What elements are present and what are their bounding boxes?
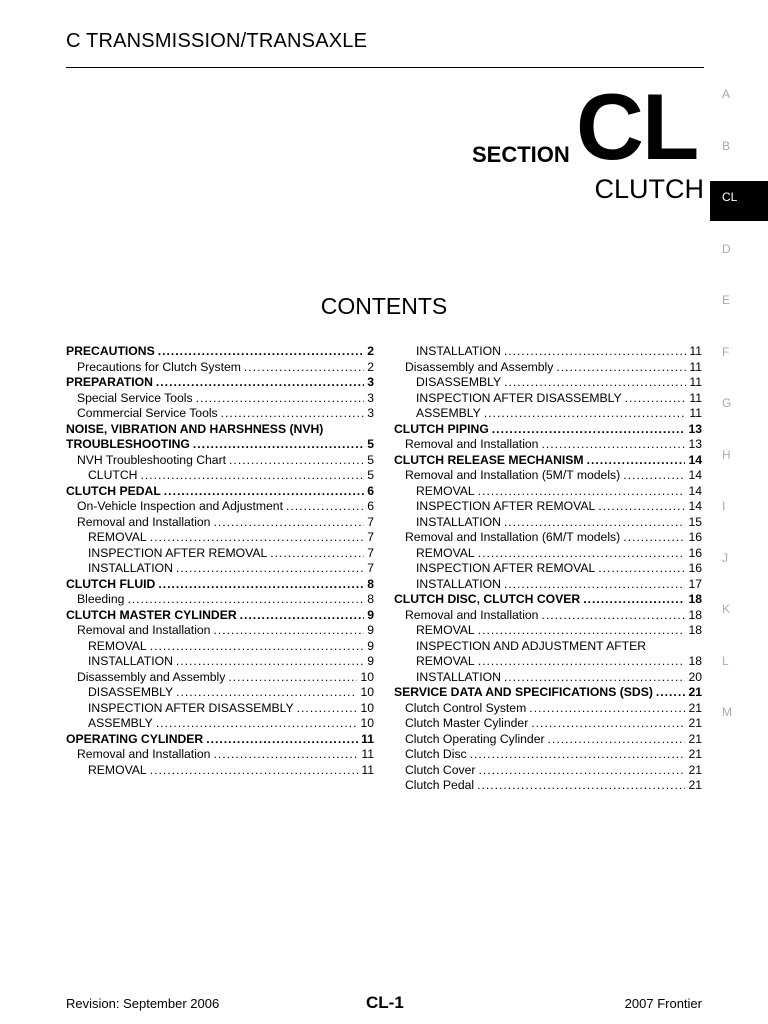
footer-model: 2007 Frontier bbox=[624, 996, 702, 1011]
toc-entry-label: CLUTCH MASTER CYLINDER bbox=[66, 607, 237, 622]
toc-entry[interactable] bbox=[66, 515, 374, 531]
toc-entry[interactable] bbox=[66, 453, 374, 469]
toc-leader-dots bbox=[221, 406, 365, 422]
toc-left-column bbox=[66, 344, 374, 778]
toc-leader-dots bbox=[297, 701, 358, 717]
toc-entry-label: Clutch Master Cylinder bbox=[405, 716, 529, 730]
section-tab-e[interactable]: E bbox=[722, 293, 731, 307]
toc-entry[interactable] bbox=[394, 406, 702, 422]
toc-entry-label: NVH Troubleshooting Chart bbox=[77, 452, 227, 467]
toc-leader-dots bbox=[478, 763, 685, 779]
toc-entry[interactable] bbox=[394, 484, 702, 500]
toc-entry[interactable] bbox=[394, 716, 702, 732]
toc-entry-label: Clutch Operating Cylinder bbox=[405, 731, 545, 746]
toc-entry-label: REMOVAL bbox=[88, 638, 147, 653]
toc-entry-label: Removal and Installation bbox=[77, 623, 211, 637]
toc-entry-label: Removal and Installation bbox=[405, 607, 539, 622]
toc-entry-page: 7 bbox=[367, 561, 374, 575]
toc-entry[interactable] bbox=[66, 375, 374, 391]
toc-leader-dots bbox=[150, 639, 365, 655]
toc-leader-dots bbox=[270, 546, 364, 562]
footer-page-number: CL-1 bbox=[366, 993, 404, 1012]
toc-entry[interactable] bbox=[66, 623, 374, 639]
toc-entry-page: 21 bbox=[688, 716, 702, 730]
toc-entry-page: 21 bbox=[688, 762, 702, 777]
toc-entry[interactable] bbox=[66, 391, 374, 407]
toc-entry-page: 11 bbox=[689, 375, 702, 389]
section-tab-l[interactable]: L bbox=[722, 653, 729, 668]
toc-entry-page: 11 bbox=[689, 406, 702, 420]
toc-entry[interactable] bbox=[66, 654, 374, 670]
toc-entry-page: 13 bbox=[688, 421, 702, 436]
toc-entry[interactable] bbox=[394, 561, 702, 577]
toc-leader-dots bbox=[156, 375, 364, 391]
toc-entry-label: INSTALLATION bbox=[416, 344, 501, 358]
toc-leader-dots bbox=[556, 360, 686, 376]
toc-entry-page: 16 bbox=[688, 545, 702, 560]
toc-entry-label: Bleeding bbox=[77, 592, 125, 606]
toc-entry[interactable] bbox=[394, 360, 702, 376]
section-tab-b[interactable]: B bbox=[722, 138, 731, 153]
toc-entry-label: Clutch Disc bbox=[405, 747, 467, 761]
toc-entry[interactable] bbox=[66, 406, 374, 422]
section-tab-i[interactable]: I bbox=[722, 499, 726, 513]
toc-entry[interactable] bbox=[394, 685, 702, 701]
toc-entry[interactable] bbox=[66, 670, 374, 686]
section-label: SECTION bbox=[472, 142, 570, 167]
toc-entry[interactable] bbox=[66, 422, 374, 438]
toc-entry-label: Clutch Control System bbox=[405, 700, 527, 715]
toc-entry-label: CLUTCH RELEASE MECHANISM bbox=[394, 452, 584, 467]
toc-entry[interactable] bbox=[394, 763, 702, 779]
toc-entry[interactable] bbox=[394, 422, 702, 438]
toc-entry-label: CLUTCH PIPING bbox=[394, 421, 489, 436]
toc-leader-dots bbox=[176, 561, 364, 577]
toc-entry-label: INSPECTION AND ADJUSTMENT AFTER bbox=[416, 638, 647, 653]
toc-entry-label: REMOVAL bbox=[416, 483, 475, 498]
toc-entry[interactable] bbox=[394, 437, 702, 453]
toc-entry[interactable] bbox=[394, 468, 702, 484]
toc-entry-page: 14 bbox=[688, 499, 702, 513]
toc-entry[interactable] bbox=[394, 732, 702, 748]
toc-entry[interactable] bbox=[394, 499, 702, 515]
toc-leader-dots bbox=[478, 546, 686, 562]
toc-entry[interactable] bbox=[66, 499, 374, 515]
toc-leader-dots bbox=[158, 577, 364, 593]
toc-entry-label: REMOVAL bbox=[88, 762, 147, 777]
toc-entry[interactable] bbox=[66, 437, 374, 453]
toc-entry-page: 9 bbox=[367, 654, 374, 668]
toc-entry[interactable] bbox=[66, 344, 374, 360]
toc-entry-page: 21 bbox=[688, 731, 702, 746]
toc-entry[interactable] bbox=[66, 468, 374, 484]
toc-leader-dots bbox=[176, 685, 357, 701]
toc-entry[interactable] bbox=[66, 639, 374, 655]
toc-entry-label: INSTALLATION bbox=[416, 514, 501, 529]
toc-entry[interactable] bbox=[394, 778, 702, 794]
toc-entry-page: 18 bbox=[688, 654, 702, 668]
toc-leader-dots bbox=[150, 530, 365, 546]
toc-entry-page: 11 bbox=[689, 390, 702, 405]
section-tab-g[interactable]: G bbox=[722, 396, 732, 410]
toc-entry-page: 17 bbox=[688, 576, 702, 591]
toc-leader-dots bbox=[213, 623, 364, 639]
header-divider bbox=[66, 67, 704, 68]
toc-leader-dots bbox=[492, 422, 686, 438]
toc-entry-label: Removal and Installation bbox=[77, 514, 211, 529]
toc-leader-dots bbox=[196, 391, 365, 407]
toc-leader-dots bbox=[193, 437, 364, 453]
toc-entry-label: INSTALLATION bbox=[88, 561, 173, 575]
toc-entry[interactable] bbox=[394, 344, 702, 360]
toc-leader-dots bbox=[156, 716, 358, 732]
toc-leader-dots bbox=[176, 654, 364, 670]
toc-entry-page: 11 bbox=[689, 359, 702, 374]
toc-entry-page: 6 bbox=[367, 499, 374, 513]
toc-leader-dots bbox=[127, 592, 364, 608]
toc-entry-page: 7 bbox=[367, 530, 374, 544]
toc-entry-label: DISASSEMBLY bbox=[416, 375, 502, 389]
toc-leader-dots bbox=[623, 468, 685, 484]
toc-entry-label: PREPARATION bbox=[66, 375, 153, 389]
section-tab-k[interactable]: K bbox=[722, 602, 731, 616]
toc-entry-label: CLUTCH FLUID bbox=[66, 576, 156, 591]
toc-entry-label: Special Service Tools bbox=[77, 390, 193, 405]
toc-leader-dots bbox=[229, 453, 364, 469]
toc-entry[interactable] bbox=[394, 608, 702, 624]
toc-entry[interactable] bbox=[66, 484, 374, 500]
toc-entry-page: 21 bbox=[688, 685, 702, 699]
toc-entry-page: 11 bbox=[361, 747, 374, 761]
toc-entry-label: Clutch Cover bbox=[405, 762, 476, 777]
toc-leader-dots bbox=[587, 453, 686, 469]
toc-entry-page: 18 bbox=[688, 592, 702, 606]
toc-entry-label: Disassembly and Assembly bbox=[77, 669, 226, 684]
toc-entry-label: ASSEMBLY bbox=[416, 406, 481, 420]
toc-entry-page: 5 bbox=[367, 468, 374, 482]
toc-entry[interactable] bbox=[66, 577, 374, 593]
toc-entry-label: INSPECTION AFTER DISASSEMBLY bbox=[88, 700, 294, 715]
toc-entry[interactable] bbox=[66, 716, 374, 732]
toc-leader-dots bbox=[541, 608, 685, 624]
toc-entry-page: 7 bbox=[367, 545, 374, 560]
toc-leader-dots bbox=[531, 716, 685, 732]
toc-entry-label: REMOVAL bbox=[416, 623, 475, 637]
toc-entry[interactable] bbox=[394, 391, 702, 407]
toc-leader-dots bbox=[484, 406, 687, 422]
toc-entry[interactable] bbox=[66, 608, 374, 624]
toc-entry-page: 9 bbox=[367, 638, 374, 653]
toc-entry-page: 13 bbox=[688, 437, 702, 451]
toc-leader-dots bbox=[541, 437, 685, 453]
toc-leader-dots bbox=[140, 468, 364, 484]
toc-entry-page: 3 bbox=[367, 375, 374, 389]
toc-leader-dots bbox=[206, 732, 358, 748]
toc-leader-dots bbox=[583, 592, 685, 608]
toc-entry[interactable] bbox=[394, 639, 702, 655]
toc-leader-dots bbox=[504, 577, 686, 593]
toc-leader-dots bbox=[228, 670, 357, 686]
toc-entry-label: INSPECTION AFTER REMOVAL bbox=[88, 545, 268, 560]
toc-entry[interactable] bbox=[394, 515, 702, 531]
toc-entry-label: SERVICE DATA AND SPECIFICATIONS (SDS) bbox=[394, 685, 653, 699]
toc-leader-dots bbox=[213, 747, 358, 763]
toc-leader-dots bbox=[623, 530, 685, 546]
toc-entry-page: 2 bbox=[367, 359, 374, 374]
toc-entry-label: REMOVAL bbox=[416, 654, 475, 668]
toc-entry-page: 20 bbox=[688, 669, 702, 684]
toc-entry-page: 9 bbox=[367, 607, 374, 622]
toc-entry[interactable] bbox=[66, 592, 374, 608]
toc-leader-dots bbox=[470, 747, 686, 763]
section-tab-a[interactable]: A bbox=[722, 87, 731, 101]
section-title: CLUTCH bbox=[594, 174, 704, 204]
toc-leader-dots bbox=[478, 654, 686, 670]
section-code: CL bbox=[576, 74, 698, 179]
toc-entry[interactable] bbox=[66, 360, 374, 376]
toc-entry-page: 8 bbox=[367, 592, 374, 606]
toc-entry-page: 18 bbox=[688, 623, 702, 637]
toc-leader-dots bbox=[625, 391, 687, 407]
toc-leader-dots bbox=[529, 701, 685, 717]
toc-leader-dots bbox=[477, 778, 685, 794]
toc-entry[interactable] bbox=[394, 546, 702, 562]
toc-entry-page: 10 bbox=[360, 716, 374, 730]
toc-entry-label: Commercial Service Tools bbox=[77, 406, 218, 420]
toc-entry-label: TROUBLESHOOTING bbox=[66, 437, 190, 451]
toc-entry-page: 3 bbox=[367, 390, 374, 405]
toc-entry-page: 21 bbox=[688, 778, 702, 792]
toc-entry-label: Removal and Installation (5M/T models) bbox=[405, 468, 621, 482]
section-tab-cl[interactable]: CL bbox=[710, 181, 768, 221]
toc-leader-dots bbox=[598, 561, 685, 577]
toc-entry-label: INSPECTION AFTER REMOVAL bbox=[416, 499, 596, 513]
toc-entry[interactable] bbox=[394, 747, 702, 763]
toc-entry-page: 16 bbox=[688, 530, 702, 544]
section-tab-m[interactable]: M bbox=[722, 705, 732, 719]
toc-entry[interactable] bbox=[66, 546, 374, 562]
toc-entry[interactable] bbox=[66, 530, 374, 546]
chapter-header: C TRANSMISSION/TRANSAXLE bbox=[66, 30, 368, 52]
toc-leader-dots bbox=[504, 515, 686, 531]
toc-leader-dots bbox=[240, 608, 365, 624]
section-tab-j[interactable]: J bbox=[722, 550, 728, 565]
toc-entry[interactable] bbox=[394, 654, 702, 670]
toc-entry-page: 11 bbox=[361, 731, 374, 746]
toc-entry-page: 5 bbox=[367, 437, 374, 451]
toc-leader-dots bbox=[504, 344, 686, 360]
toc-leader-dots bbox=[244, 360, 364, 376]
toc-entry-label: INSTALLATION bbox=[416, 669, 501, 684]
toc-entry-page: 18 bbox=[688, 607, 702, 622]
toc-entry[interactable] bbox=[66, 763, 374, 779]
toc-entry-page: 9 bbox=[367, 623, 374, 637]
toc-entry-page: 10 bbox=[360, 685, 374, 699]
toc-entry[interactable] bbox=[66, 561, 374, 577]
toc-entry-page: 2 bbox=[367, 344, 374, 358]
toc-entry[interactable] bbox=[394, 670, 702, 686]
toc-entry-label: INSTALLATION bbox=[416, 576, 501, 591]
toc-entry[interactable] bbox=[66, 747, 374, 763]
toc-entry-label: CLUTCH DISC, CLUTCH COVER bbox=[394, 592, 581, 606]
toc-leader-dots bbox=[504, 375, 686, 391]
toc-entry-page: 11 bbox=[361, 762, 374, 777]
toc-entry[interactable] bbox=[394, 592, 702, 608]
toc-entry-label: REMOVAL bbox=[88, 530, 147, 544]
toc-entry-page: 14 bbox=[688, 468, 702, 482]
toc-entry[interactable] bbox=[394, 623, 702, 639]
toc-right-column bbox=[394, 344, 702, 794]
toc-entry-label: ASSEMBLY bbox=[88, 716, 153, 730]
toc-leader-dots bbox=[478, 484, 686, 500]
toc-leader-dots bbox=[286, 499, 364, 515]
toc-entry-page: 6 bbox=[367, 483, 374, 498]
toc-entry-page: 10 bbox=[360, 669, 374, 684]
toc-entry-page: 11 bbox=[689, 344, 702, 358]
toc-entry-label: INSPECTION AFTER REMOVAL bbox=[416, 561, 596, 575]
toc-entry[interactable] bbox=[394, 453, 702, 469]
toc-entry[interactable] bbox=[394, 577, 702, 593]
toc-entry-label: INSPECTION AFTER DISASSEMBLY bbox=[416, 390, 622, 405]
toc-entry-label: Removal and Installation bbox=[77, 747, 211, 761]
toc-entry[interactable] bbox=[394, 375, 702, 391]
toc-entry-page: 3 bbox=[367, 406, 374, 420]
section-tab-f[interactable]: F bbox=[722, 344, 730, 359]
toc-leader-dots bbox=[478, 623, 686, 639]
toc-entry-page: 14 bbox=[688, 452, 702, 467]
toc-entry-label: Removal and Installation bbox=[405, 437, 539, 451]
toc-leader-dots bbox=[504, 670, 686, 686]
toc-entry-label: REMOVAL bbox=[416, 545, 475, 560]
footer-revision: Revision: September 2006 bbox=[66, 996, 220, 1011]
toc-entry-label: DISASSEMBLY bbox=[88, 685, 174, 699]
toc-leader-dots bbox=[656, 685, 686, 701]
toc-entry[interactable] bbox=[66, 701, 374, 717]
toc-entry-page: 15 bbox=[688, 514, 702, 529]
toc-entry-label: PRECAUTIONS bbox=[66, 344, 155, 358]
toc-entry-page: 16 bbox=[688, 561, 702, 575]
toc-entry-label: Disassembly and Assembly bbox=[405, 359, 554, 374]
toc-entry-label: Removal and Installation (6M/T models) bbox=[405, 530, 621, 544]
toc-entry-page: 14 bbox=[688, 483, 702, 498]
contents-heading: CONTENTS bbox=[320, 293, 448, 319]
toc-entry[interactable] bbox=[66, 732, 374, 748]
toc-leader-dots bbox=[213, 515, 364, 531]
toc-leader-dots bbox=[548, 732, 686, 748]
toc-entry-label: NOISE, VIBRATION AND HARSHNESS (NVH) bbox=[66, 421, 324, 436]
toc-entry-label: Precautions for Clutch System bbox=[77, 359, 241, 374]
toc-entry-label: CLUTCH PEDAL bbox=[66, 483, 161, 498]
toc-entry[interactable] bbox=[394, 701, 702, 717]
toc-entry-page: 7 bbox=[367, 514, 374, 529]
toc-entry-page: 5 bbox=[367, 452, 374, 467]
toc-leader-dots bbox=[158, 344, 365, 360]
toc-entry-label: OPERATING CYLINDER bbox=[66, 731, 204, 746]
toc-entry-page: 8 bbox=[367, 576, 374, 591]
toc-leader-dots bbox=[150, 763, 359, 779]
toc-entry[interactable] bbox=[66, 685, 374, 701]
toc-entry-page: 10 bbox=[360, 700, 374, 715]
section-tab-h[interactable]: H bbox=[722, 447, 731, 462]
toc-leader-dots bbox=[164, 484, 364, 500]
toc-entry-page: 21 bbox=[688, 700, 702, 715]
toc-entry-page: 21 bbox=[688, 747, 702, 761]
toc-entry[interactable] bbox=[394, 530, 702, 546]
toc-entry-label: On-Vehicle Inspection and Adjustment bbox=[77, 499, 283, 513]
section-tab-d[interactable]: D bbox=[722, 241, 731, 256]
toc-entry-label: INSTALLATION bbox=[88, 654, 173, 668]
toc-entry-label: Clutch Pedal bbox=[405, 778, 475, 792]
toc-entry-label: CLUTCH bbox=[88, 468, 138, 482]
toc-leader-dots bbox=[598, 499, 685, 515]
